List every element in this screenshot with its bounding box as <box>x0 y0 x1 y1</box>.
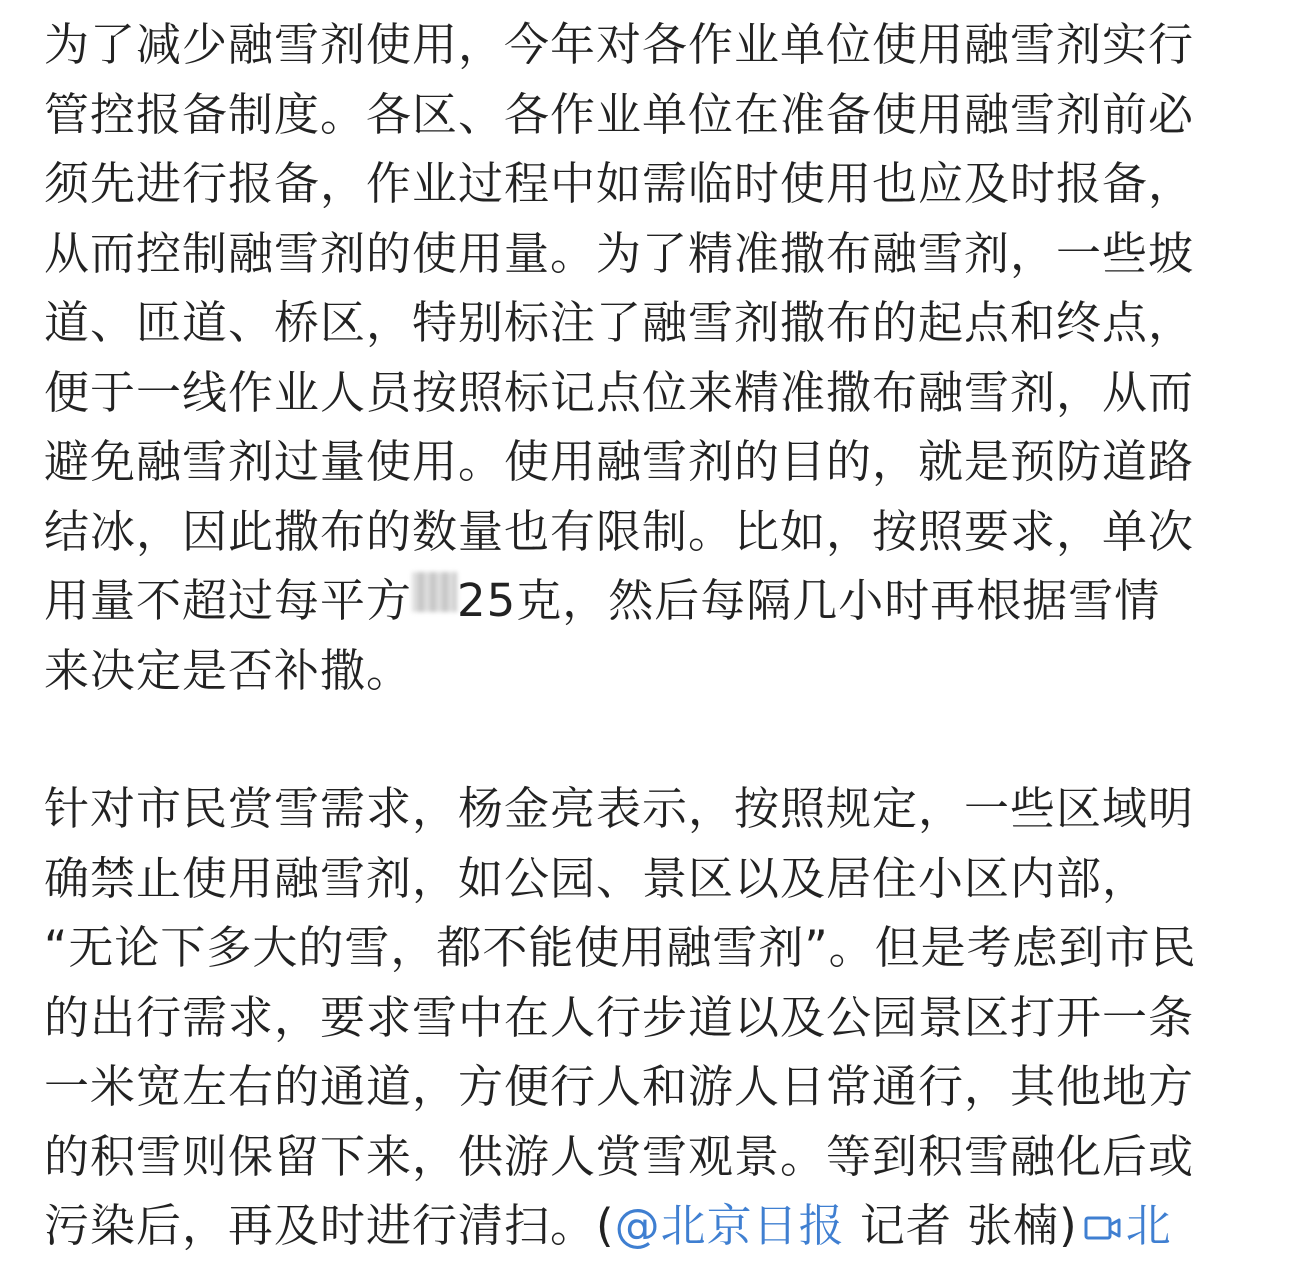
text-segment: 25克，然后每隔几小时再根据雪情 <box>457 574 1161 627</box>
paragraph-spacer <box>44 705 1250 774</box>
video-camera-icon <box>1084 1211 1122 1245</box>
mention-link[interactable]: @北京日报 <box>614 1199 845 1252</box>
text-line: “无论下多大的雪，都不能使用融雪剂”。但是考虑到市民 <box>44 921 1197 974</box>
text-line: 的积雪则保留下来，供游人赏雪观景。等到积雪融化后或 <box>44 1129 1195 1183</box>
text-line: 管控报备制度。各区、各作业单位在准备使用融雪剂前必 <box>44 87 1195 141</box>
text-line: 来决定是否补撒。 <box>44 643 413 697</box>
source-link[interactable] <box>1078 1199 1172 1252</box>
text-line <box>44 1191 1250 1261</box>
text-line: 便于一线作业人员按照标记点位来精准撒布融雪剂，从而 <box>44 365 1195 419</box>
text-line: 避免融雪剂过量使用。使用融雪剂的目的，就是预防道路 <box>44 435 1195 488</box>
text-line: 道、匝道、桥区，特别标注了融雪剂撒布的起点和终点， <box>44 296 1195 349</box>
text-line: 针对市民赏雪需求，杨金亮表示，按照规定，一些区域明 <box>44 782 1195 835</box>
text-segment: 污染后，再及时进行清扫。( <box>44 1199 615 1252</box>
blurred-character <box>412 572 457 612</box>
article-body <box>44 10 1250 1261</box>
paragraph-2 <box>44 774 1250 1261</box>
text-line: 须先进行报备，作业过程中如需临时使用也应及时报备， <box>44 157 1195 210</box>
paragraph-1 <box>44 10 1250 705</box>
text-line: 一米宽左右的通道，方便行人和游人日常通行，其他地方 <box>44 1060 1195 1113</box>
text-line: 确禁止使用融雪剂，如公园、景区以及居住小区内部， <box>44 851 1149 905</box>
text-line: 从而控制融雪剂的使用量。为了精准撒布融雪剂，一些坡 <box>44 226 1195 280</box>
text-segment: 用量不超过每平方 <box>44 574 413 627</box>
text-line: 结冰，因此撒布的数量也有限制。比如，按照要求，单次 <box>44 504 1195 558</box>
text-line <box>44 566 1250 636</box>
source-link-label: 北 <box>1125 1199 1172 1252</box>
text-segment: 记者 张楠) <box>844 1199 1078 1252</box>
text-line: 的出行需求，要求雪中在人行步道以及公园景区打开一条 <box>44 990 1195 1044</box>
text-line: 为了减少融雪剂使用，今年对各作业单位使用融雪剂实行 <box>44 18 1195 71</box>
